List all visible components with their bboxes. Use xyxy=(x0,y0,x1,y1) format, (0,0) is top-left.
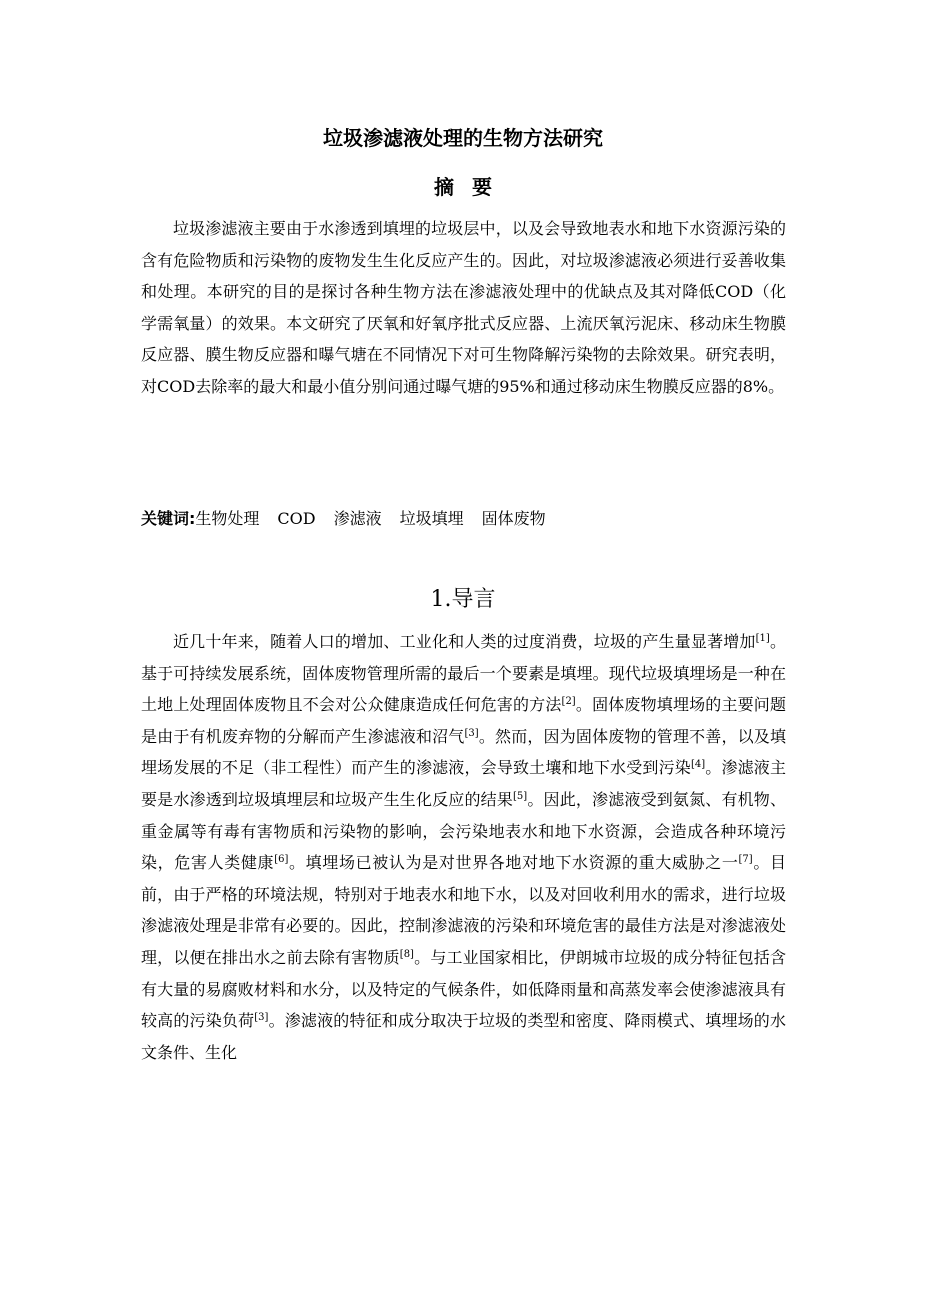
keyword-item: 固体废物 xyxy=(481,509,546,528)
intro-text: 近几十年来，随着人口的增加、工业化和人类的过度消费，垃圾的产生量显著增加 xyxy=(173,632,756,651)
keywords-label: 关键词: xyxy=(141,509,196,528)
abstract-heading: 摘要 xyxy=(434,175,510,199)
abstract-paragraph: 垃圾渗滤液主要由于水渗透到填埋的垃圾层中，以及会导致地表水和地下水资源污染的含有危险物质和污染物的废物发生生化反应产生的。因此，对垃圾渗滤液必须进行妥善收集和处理。本研究的目的是探讨各种生物方法在渗滤液处理中的优缺点及其对降低COD（化学需氧量）的效果。本文研究了厌氧和好氧序批式反应器、上流厌氧污泥床、移动床生物膜反应器、膜生物反应器和曝气塘在不同情况下对可生物降解污染物的去除效果。研究表明，对COD去除率的最大和最小值分别问通过曝气塘的95%和通过移动床生物膜反应器的8%。 xyxy=(141,219,786,396)
citation-ref: [3] xyxy=(254,1012,269,1024)
citation-ref: [5] xyxy=(513,790,528,802)
intro-text: 。然而，因为固体废物的管理不善，以及填埋场发展的不足（非工程性）而产生的渗滤液，会导致土壤和地下水受到污染 xyxy=(141,726,786,778)
keywords-line xyxy=(141,505,786,533)
intro-text: 。渗滤液的特征和成分取决于垃圾的类型和密度、降雨模式、填埋场的水文条件、生化 xyxy=(141,1011,786,1062)
citation-ref: [1] xyxy=(755,633,770,644)
section-heading: 1.导言 xyxy=(430,587,496,612)
citation-ref: [7] xyxy=(738,854,753,866)
citation-ref: [8] xyxy=(399,948,414,960)
intro-text: 。填埋场已被认为是对世界各地对地下水资源的重大威胁之一 xyxy=(288,853,739,873)
citation-ref: [6] xyxy=(274,854,289,866)
citation-ref: [3] xyxy=(464,727,479,739)
intro-text: 。目前，由于严格的环境法规，特别对于地表水和地下水，以及对回收利用水的需求，进行垃圾渗滤液处理是非常有必要的。因此，控制渗滤液的污染和环境危害的最佳方法是对渗滤液处理，以便在排出水之前去除有害物质 xyxy=(141,853,786,967)
intro-text: 。与工业国家相比，伊朗城市垃圾的成分特征包括含有大量的易腐败材料和水分，以及特定的气候条件，如低降雨量和高蒸发率会使渗滤液具有较高的污染负荷 xyxy=(141,947,786,1031)
paper-title: 垃圾渗滤液处理的生物方法研究 xyxy=(323,126,603,150)
citation-ref: [4] xyxy=(690,759,706,771)
keyword-item: 生物处理 xyxy=(195,509,260,528)
keyword-item: COD xyxy=(277,509,316,528)
intro-text: 。渗滤液主要是水渗透到垃圾填埋层和垃圾产生生化反应的结果 xyxy=(141,758,786,809)
intro-text: 。因此，渗滤液受到氨氮、有机物、重金属等有毒有害物质和污染物的影响，会污染地表水和地下水资源，会造成各种环境污染，危害人类健康 xyxy=(141,789,786,873)
keyword-item: 垃圾填埋 xyxy=(399,509,464,528)
keyword-item: 渗滤液 xyxy=(333,509,382,528)
citation-ref: [2] xyxy=(561,696,576,708)
intro-text: 。固体废物填埋场的主要问题是由于有机废弃物的分解而产生渗滤液和沼气 xyxy=(141,695,786,746)
intro-text: 。基于可持续发展系统，固体废物管理所需的最后一个要素是填埋。现代垃圾填埋场是一种在土地上处理固体废物且不会对公众健康造成任何危害的方法 xyxy=(141,632,786,715)
intro-paragraph xyxy=(141,626,786,1068)
